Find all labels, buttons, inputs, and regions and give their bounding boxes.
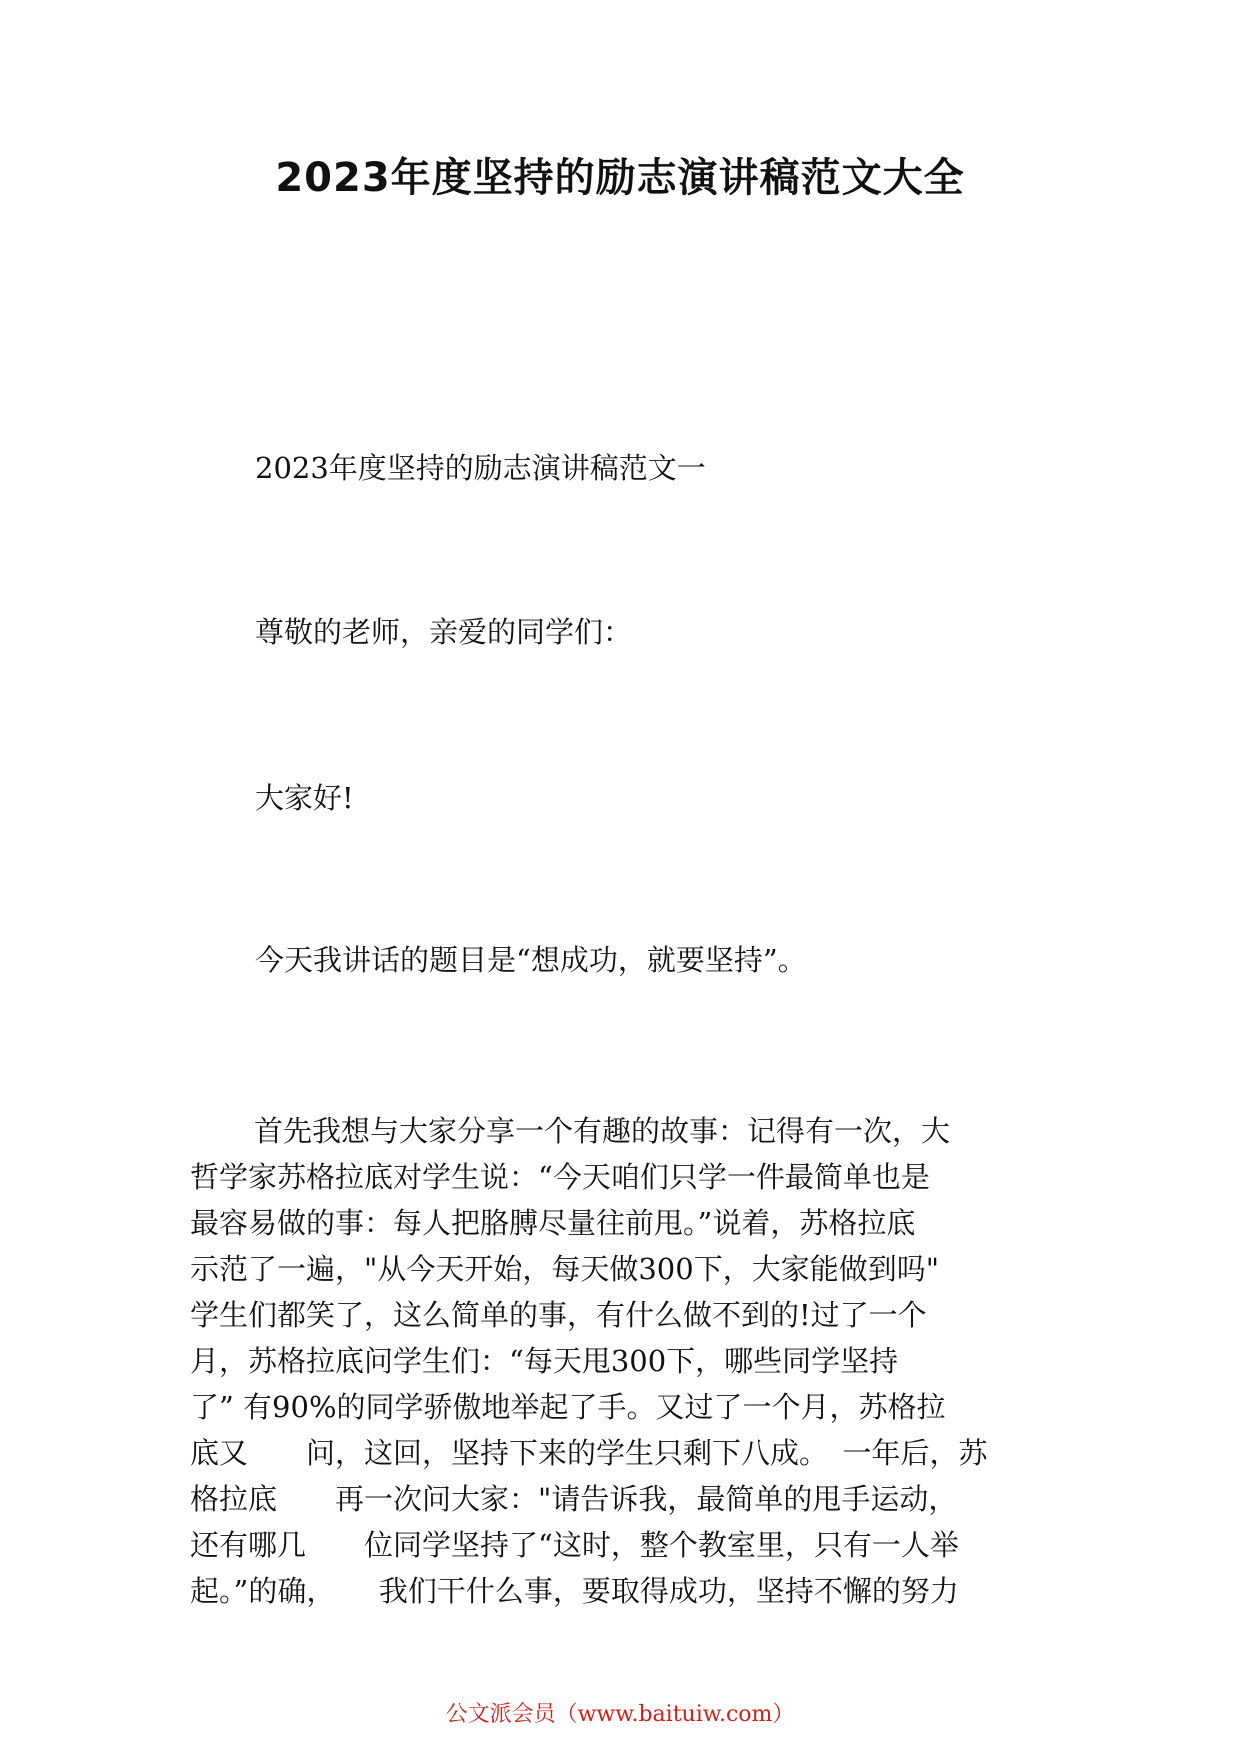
- story-line: 月，苏格拉底问学生们：“每天甩300下，哪些同学坚持: [190, 1344, 899, 1378]
- story-line: 底又 问，这回，坚持下来的学生只剩下八成。 一年后，苏: [190, 1436, 988, 1470]
- salutation: 尊敬的老师，亲爱的同学们：: [255, 615, 633, 649]
- section-heading: 2023年度坚持的励志演讲稿范文一: [255, 451, 706, 485]
- story-line: 格拉底 再一次问大家："请告诉我，最简单的甩手运动，: [190, 1482, 958, 1516]
- story-line: 最容易做的事：每人把胳膊尽量往前甩。”说着，苏格拉底: [190, 1206, 916, 1240]
- story-line: 示范了一遍，"从今天开始，每天做300下，大家能做到吗": [190, 1252, 940, 1286]
- story-line: 还有哪几 位同学坚持了“这时，整个教室里，只有一人举: [190, 1528, 959, 1562]
- footer-watermark-link[interactable]: 公文派会员（www.baituiw.com）: [445, 1702, 795, 1727]
- story-line: 起。”的确， 我们干什么事，要取得成功，坚持不懈的努力: [190, 1574, 959, 1608]
- story-paragraph: [190, 1108, 1070, 1614]
- document-title: 2023年度坚持的励志演讲稿范文大全: [275, 155, 965, 201]
- story-line: 了” 有90%的同学骄傲地举起了手。又过了一个月，苏格拉: [190, 1390, 946, 1424]
- story-line: 学生们都笑了，这么简单的事，有什么做不到的!过了一个: [190, 1298, 927, 1332]
- story-line: 哲学家苏格拉底对学生说：“今天咱们只学一件最简单也是: [190, 1160, 930, 1194]
- story-line: 首先我想与大家分享一个有趣的故事：记得有一次，大: [254, 1114, 951, 1148]
- speech-topic: 今天我讲话的题目是“想成功，就要坚持”。: [255, 943, 807, 977]
- greeting: 大家好!: [255, 781, 354, 815]
